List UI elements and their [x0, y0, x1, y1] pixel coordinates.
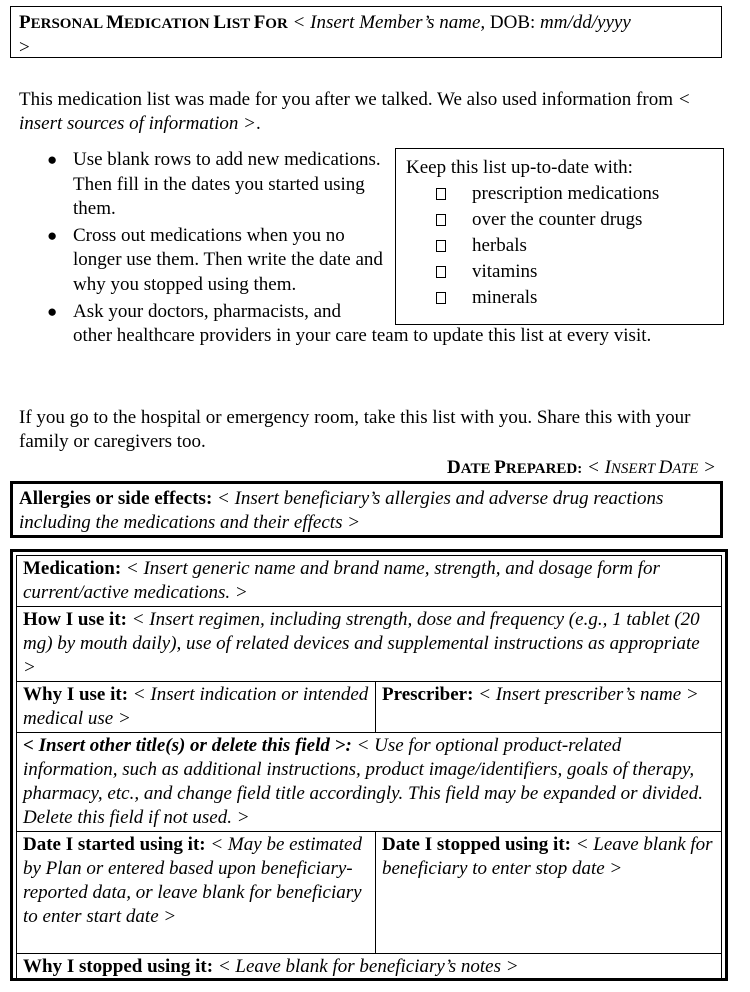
allergies-value: < Insert beneficiary’s allergies and adverse drug reactions including the medications and their effects >	[19, 488, 664, 533]
sources-placeholder: < insert sources of information >	[19, 89, 691, 134]
started-cell	[17, 832, 376, 954]
why-label: Why I use it:	[23, 684, 129, 705]
checkbox-icon	[436, 214, 446, 226]
title-text: ERSONAL	[30, 16, 107, 32]
title-letter: F	[253, 12, 266, 33]
checkbox-icon	[436, 240, 446, 252]
other-cell	[17, 733, 722, 832]
table-row	[17, 607, 722, 682]
date-prepared-text: ATE	[460, 461, 495, 477]
allergies-label: Allergies or side effects:	[19, 488, 213, 509]
other-label: < Insert other title(s) or delete this field >:	[23, 735, 352, 756]
title-letter: P	[19, 12, 31, 33]
title-letter: M	[106, 12, 124, 33]
started-value: < May be estimated by Plan or entered based upon beneficiary-reported data, or leave blank for beneficiary to enter start date >	[23, 834, 362, 927]
title-text: EDICATION	[124, 16, 214, 32]
why-cell	[17, 682, 376, 733]
list-item-text: Cross out medications when you no longer use them. Then write the date and why you stopped using them.	[73, 224, 383, 295]
checkbox-icon	[436, 266, 446, 278]
date-placeholder: ATE	[672, 461, 699, 477]
why-value: < Insert indication or intended medical use >	[23, 684, 369, 729]
how-label: How I use it:	[23, 609, 127, 630]
checklist-item	[406, 207, 713, 233]
intro-text: This medication list was made for you after we talked. We also used information from	[19, 89, 678, 110]
table-row	[17, 954, 722, 981]
bullet-icon: ●	[47, 225, 58, 245]
allergies-field	[10, 481, 723, 538]
stopped-cell	[376, 832, 722, 954]
date-placeholder: D	[658, 457, 673, 478]
title-close: >	[19, 37, 30, 58]
why-stopped-cell	[17, 954, 722, 981]
date-prepared-letter: D	[447, 457, 461, 478]
medication-cell	[17, 556, 722, 607]
table-row	[17, 733, 722, 832]
list-item-text: other healthcare providers in your care team to update this list at every visit.	[73, 325, 652, 347]
medication-value: < Insert generic name and brand name, strength, and dosage form for current/active medications. >	[23, 558, 660, 603]
intro-end: .	[255, 113, 261, 134]
checklist-item	[406, 181, 713, 207]
prescriber-label: Prescriber:	[382, 684, 474, 705]
medication-label: Medication:	[23, 558, 122, 579]
title-text: IST	[226, 16, 254, 32]
list-item-text: Use blank rows to add new medications. Then fill in the dates you started using them.	[73, 149, 381, 220]
stopped-label: Date I stopped using it:	[382, 834, 571, 855]
medication-table	[10, 549, 728, 981]
table-row	[17, 682, 722, 733]
why-stopped-value: < Leave blank for beneficiary’s notes >	[213, 956, 519, 977]
checklist-label: vitamins	[472, 261, 538, 282]
title-letter: L	[213, 12, 227, 33]
hospital-note: If you go to the hospital or emergency room, take this list with you. Share this with your family or caregivers too.	[19, 407, 691, 452]
date-placeholder: < I	[582, 457, 611, 478]
table-row	[17, 832, 722, 954]
date-prepared	[447, 456, 716, 481]
bullet-icon: ●	[47, 150, 58, 169]
checklist-label: herbals	[472, 235, 527, 256]
table-row	[17, 556, 722, 607]
prescriber-cell	[376, 682, 722, 733]
how-value: < Insert regimen, including strength, dose and frequency (e.g., 1 tablet (20 mg) by mouth daily), use of related devices and supplemental instructions as appropriate >	[23, 609, 700, 678]
document-title	[10, 6, 722, 58]
checkbox-icon	[436, 188, 446, 200]
bullet-icon: ●	[47, 301, 58, 321]
date-placeholder: >	[698, 457, 716, 478]
checklist-item	[406, 285, 713, 311]
checklist-label: over the counter drugs	[472, 209, 643, 230]
intro-paragraph	[19, 88, 719, 136]
prescriber-value: < Insert prescriber’s name >	[473, 684, 699, 705]
title-text: OR	[265, 16, 288, 32]
stopped-value: < Leave blank for beneficiary to enter stop date >	[382, 834, 713, 879]
other-value: < Use for optional product-related information, such as additional instructions, product image/identifiers, goals of therapy, pharmacy, etc., and change field title accordingly. This field may be expanded or divided. Delete this field if not used. >	[23, 735, 703, 828]
checklist-box	[395, 148, 724, 325]
started-label: Date I started using it:	[23, 834, 206, 855]
checklist-label: minerals	[472, 287, 538, 308]
date-placeholder: NSERT	[610, 461, 659, 477]
checkbox-icon	[436, 292, 446, 304]
dob-label: DOB:	[489, 12, 541, 33]
checklist-item	[406, 259, 713, 285]
date-prepared-letter: P	[494, 457, 506, 478]
date-prepared-text: REPARED:	[505, 461, 583, 477]
how-cell	[17, 607, 722, 682]
list-item-text: Ask your doctors, pharmacists, and	[73, 300, 342, 322]
why-stopped-label: Why I stopped using it:	[23, 956, 214, 977]
member-name-placeholder: < Insert Member’s name,	[287, 12, 490, 33]
checklist-heading: Keep this list up-to-date with:	[406, 157, 633, 178]
checklist-label: prescription medications	[472, 183, 660, 204]
checklist-item	[406, 233, 713, 259]
dob-placeholder: mm/dd/yyyy	[540, 12, 631, 33]
